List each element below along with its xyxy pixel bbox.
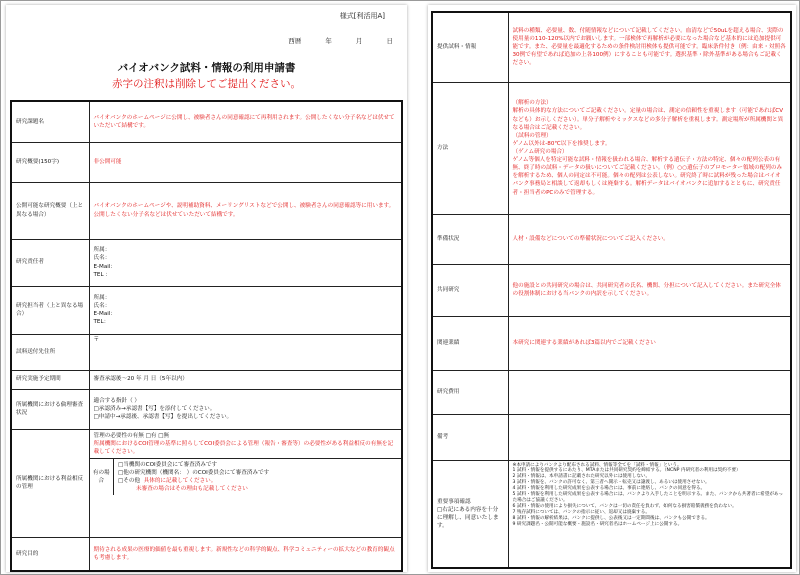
- note-public-summary[interactable]: バイオバンクのホームページや、説明補助資料、メーリングリストなどで公開し、被験者さんの同意確認等に用います。公開したくない分子名などは伏せていただいて結構です。: [89, 182, 402, 239]
- row-remarks: [432, 414, 791, 460]
- label-method: 方法: [432, 82, 508, 214]
- row-summary: [11, 142, 402, 182]
- date-line: [266, 36, 393, 45]
- label-remarks: 備考: [432, 414, 508, 460]
- note-summary[interactable]: 非公開可能: [89, 142, 402, 182]
- label-research-title: 研究課題名: [11, 101, 89, 142]
- label-purpose: 研究目的: [11, 537, 89, 571]
- coi-other-label: □その他: [118, 478, 141, 485]
- date-era: 西暦: [288, 37, 302, 45]
- application-table: [10, 100, 403, 572]
- row-ethics: [11, 389, 402, 429]
- label-address: 試料送付先住所: [11, 334, 89, 370]
- form-number: 様式[利活用A]: [339, 12, 385, 20]
- note-preparation[interactable]: 人材・設備などについての準備状況についてご記入ください。: [508, 214, 791, 264]
- method-genome-note: ゲノム等個人を特定可能な試料・情報を扱われる場合、解析する遺伝子・方法の特定、個々の配列公表の有無、終了時の試料・データの扱いについてご記載ください。（例）○○遺伝子のプロモーター領域の配列のみを解析するため、個人の同定は不可能。個々の配列は公表しない。研究終了時に試料が残った場合はバイオバンク事務局と相談して返却もしくは廃棄する。解析データはバイオバンクに追加するとともに、研究責任者・担当者のPCのみで管理する。: [512, 157, 783, 196]
- coi-other-committee-checkbox[interactable]: □他の研究機関（機関名： ）のCOI委員会にて審査済みです: [118, 469, 270, 476]
- application-page-left: [6, 5, 407, 572]
- label-collaboration: 共同研究: [432, 264, 508, 316]
- row-achievements: [432, 316, 791, 370]
- field-remarks[interactable]: [508, 414, 791, 460]
- label-confirm: [432, 460, 508, 568]
- pi-name: 氏名：: [93, 255, 111, 262]
- row-research-title: [11, 101, 402, 142]
- label-preparation: 準備状況: [432, 214, 508, 264]
- row-address: [11, 334, 402, 370]
- label-pi: 研究責任者: [11, 239, 89, 286]
- pi-tel: TEL ：: [93, 271, 111, 278]
- fields-pi[interactable]: [89, 239, 402, 286]
- confirm-term: 5 試料・情報を利用した研究成果を公表する場合には、バンクより入手したことを明示する。また、バンクから共著者に希望があった場合はご協議ください。: [512, 492, 784, 504]
- coi-necessity-checkbox[interactable]: 管理の必要性の有無 □有 □無: [93, 432, 170, 439]
- row-method: [432, 82, 791, 214]
- confirm-term: 3 試料・情報を、バンクの許可なく、第三者へ開示・転売又は譲渡し、あるいは使用させない。: [512, 480, 710, 486]
- fields-staff[interactable]: [89, 286, 402, 334]
- note-purpose[interactable]: 期待される成果の医療的価値を最も重視します。新規性などの科学的観点、科学コミュニティーの拡大などの教育的観点も考慮します。: [89, 537, 402, 571]
- staff-email: E-Mail：: [93, 311, 117, 317]
- row-pi: [11, 239, 402, 286]
- staff-name: 氏名：: [93, 302, 111, 309]
- label-summary: 研究概要(150字): [11, 142, 89, 182]
- application-table-continued: [431, 11, 792, 569]
- label-achievements: 関連業績: [432, 316, 508, 370]
- label-period: 研究実施予定期間: [11, 370, 89, 389]
- confirm-term: 1 試料・情報を提供するにあたり、MTAまたは共同研究契約を締結する。（NCNP 内研究者の利用は契約不要）: [512, 468, 741, 474]
- date-day: 日: [386, 37, 393, 45]
- method-analysis-heading: （解析の方法）: [512, 100, 552, 107]
- confirm-heading: 重要事項確認: [437, 498, 471, 505]
- method-sample-heading: （試料の管理）: [512, 132, 552, 139]
- label-coi: 所属機関における利益相反の管理: [11, 429, 89, 537]
- page-title: バイオバンク試料・情報の利用申請書: [117, 62, 296, 74]
- row-period: [11, 370, 402, 389]
- confirm-term: 9 研究課題名・公開可能な概要・施設名・研究者名はホームページ上に公開する。: [512, 522, 683, 528]
- row-purpose: [11, 537, 402, 571]
- note-achievements[interactable]: 本研究に関連する業績があれば3篇以内でご記載ください: [508, 316, 791, 370]
- pi-affiliation: 所属：: [93, 247, 111, 254]
- confirm-term: 2 試料・情報は、本申請書に記載された研究以外には使用しない。: [512, 474, 651, 480]
- note-collaboration[interactable]: 他の施設との共同研究の場合は、共同研究者の氏名、機関、分担について記入してください。また研究全体の役割体制における当バンクの内訳を示してください。: [508, 264, 791, 316]
- label-public-summary: 公開可能な研究概要（上と異なる場合）: [11, 182, 89, 239]
- method-genome-heading: （ゲノム研究の場合）: [512, 149, 568, 155]
- method-analysis-note: 解析の具体的な方法についてご記載ください。定量の場合は、測定の信頼性を重視します（可能であればCVなども）お示しください）。単分子解析やミックスなどの多分子解析を重視します。測定場所が所属機関と異なる場合はご記載ください。: [512, 108, 784, 131]
- confirm-term: ※本申請によりバンクより配布される試料、情報等全てを「試料・情報」という。: [512, 462, 682, 468]
- row-coi: [11, 429, 402, 537]
- date-year: 年: [325, 37, 332, 45]
- ethics-pending-checkbox[interactable]: □申請中→承認後、承認書【写】を提出してください。: [93, 414, 233, 421]
- row-cost: [432, 370, 791, 414]
- pi-email: E-Mail：: [93, 263, 117, 270]
- confirm-agree-checkbox[interactable]: □右記にある内容を十分に理解し、同意いたします。: [437, 506, 499, 529]
- coi-case-options: [114, 458, 402, 495]
- note-method[interactable]: [508, 82, 791, 214]
- note-research-title[interactable]: バイオバンクのホームページに公開し、被験者さんの同意確認にて再利用されます。公開したくない分子名などは伏せていただいて結構です。: [89, 101, 402, 142]
- field-period[interactable]: 審査承認後～20 年 月 日（5年以内）: [89, 370, 402, 389]
- row-staff: [11, 286, 402, 334]
- confirm-term: 8 試料・情報の解析結果は、バンクに提供し、公表後又は一定期間後は、バンクも公開できる。: [512, 516, 710, 522]
- fields-ethics[interactable]: [89, 389, 402, 429]
- confirm-term: 4 試料・情報を利用した研究成果を公表する場合には、事前に連絡し、バンクの同意を得る。: [512, 486, 706, 492]
- coi-other-checkbox[interactable]: [118, 477, 397, 485]
- fields-coi: [89, 429, 402, 537]
- method-sample-note: ゲノム以外は-80℃以下を推奨します。: [512, 140, 611, 147]
- application-page-right: [428, 5, 796, 572]
- coi-own-committee-checkbox[interactable]: □当機関のCOI委員会にて審査済みです: [118, 461, 218, 468]
- note-samples[interactable]: 試料の種類、必要量、数、付随情報などについて記載してください。血清などで50uLを超える場合、実際の使用量の110-120%以内でお願いします。一部検体で再解析が必要になった場合など基本的には追加提供可能です。また、必要量を最適化するための条件検討用検体も提供可能です。臨床条件付き（例：由来・対照各30例で有望であれば追加の上各100例）にすることも可能です。選択基準・除外基準がある場合もご記載ください。: [508, 12, 791, 82]
- coi-case-table: [90, 458, 402, 495]
- row-preparation: [432, 214, 791, 264]
- coi-necessity[interactable]: [90, 430, 402, 456]
- coi-case-label: 有の場合: [90, 458, 114, 495]
- staff-affiliation: 所属：: [93, 294, 111, 301]
- field-address[interactable]: 〒: [89, 334, 402, 370]
- ethics-guideline: 適合する指針（ ）: [93, 397, 141, 404]
- page-subtitle: 赤字の注釈は削除してご提出ください。: [112, 78, 301, 90]
- row-samples: [432, 12, 791, 82]
- row-public-summary: [11, 182, 402, 239]
- confirm-term: 7 残存試料については、バンクの指示に従い、返却又は廃棄する。: [512, 510, 650, 516]
- coi-unreviewed-note: 未審査の場合はその理由も記載してください: [136, 486, 248, 493]
- label-ethics: 所属機関における倫理審査状況: [11, 389, 89, 429]
- field-cost[interactable]: [508, 370, 791, 414]
- confirm-term: 6 試料・情報の使用により損失について、バンクは一切の責任を負わず、如何なる損害賠償義務を負わない。: [512, 504, 737, 510]
- row-collaboration: [432, 264, 791, 316]
- confirm-terms: [508, 460, 791, 568]
- row-confirm: [432, 460, 791, 568]
- label-staff: 研究担当者（上と異なる場合）: [11, 286, 89, 334]
- label-samples: 提供試料・情報: [432, 12, 508, 82]
- ethics-approved-checkbox[interactable]: □承認済み→承認書【写】を添付してください。: [93, 405, 216, 412]
- staff-tel: TEL：: [93, 319, 110, 326]
- coi-note: 所属機関におけるCOI管理の基準に照らしてCOI委員会による管理（報告・審査等）の必要性がある利益相反の有無を記載してください。: [93, 440, 394, 455]
- date-month: 月: [355, 37, 363, 45]
- coi-other-note: 具体的に記載してください。: [143, 478, 217, 485]
- label-cost: 研究費用: [432, 370, 508, 414]
